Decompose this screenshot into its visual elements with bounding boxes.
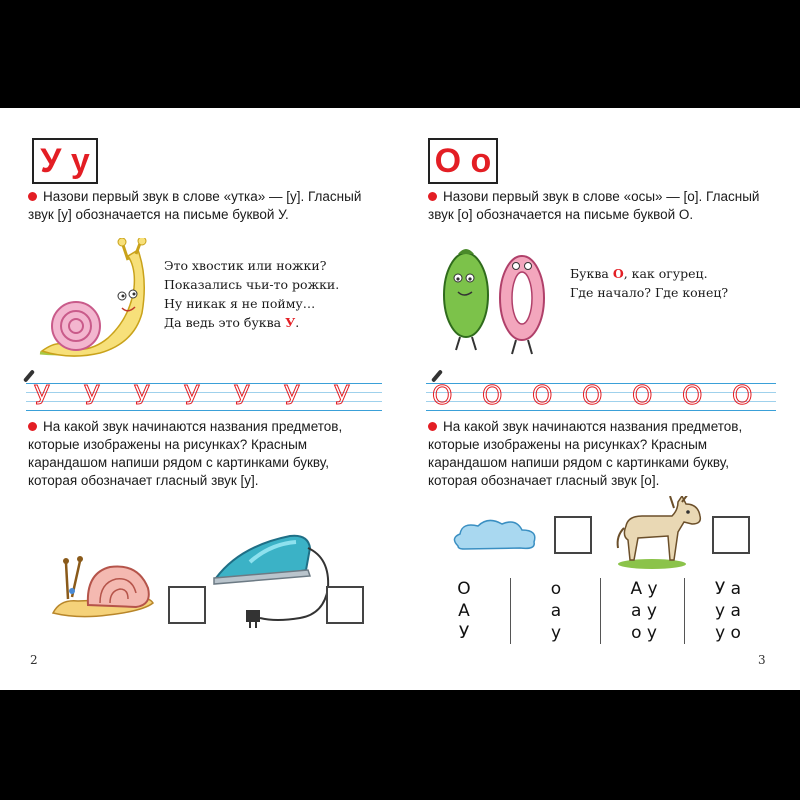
- poem-line: Это хвостик или ножки?: [164, 258, 327, 273]
- answer-box[interactable]: [168, 586, 206, 624]
- column-divider: [510, 578, 511, 644]
- task-text: На какой звук начинаются названия предметов, которые изображены на рисунках? Красным карандашом напиши рядом с картинками букву, которая обозначает гласный звук [о].: [428, 419, 743, 488]
- letter-heading: О о: [428, 138, 498, 184]
- poem: [164, 256, 394, 332]
- trace-letter: О: [482, 381, 503, 411]
- syllable-column: У а у а у о: [714, 579, 742, 643]
- trace-letter: У: [84, 381, 100, 411]
- column-divider: [684, 578, 685, 644]
- poem-line: Ну никак я не пойму…: [164, 296, 316, 311]
- donkey-icon: [612, 496, 707, 571]
- intro-text: Назови первый звук в слове «осы» — [о]. Гласный звук [о] обозначается на письме буквой О.: [428, 189, 760, 222]
- trace-letter: У: [184, 381, 200, 411]
- trace-letter: О: [532, 381, 553, 411]
- syllable-column: А у а у о у: [630, 579, 658, 643]
- bullet-icon: [428, 192, 437, 201]
- iron-icon: [210, 518, 335, 630]
- bullet-icon: [28, 422, 37, 431]
- syllable-column: о а у: [550, 579, 562, 643]
- writing-lines[interactable]: [26, 383, 382, 411]
- cloud-icon: [450, 516, 540, 552]
- poem-line: Где начало? Где конец?: [570, 285, 729, 300]
- snail-icon: [48, 533, 163, 623]
- poem: [570, 264, 795, 302]
- trace-letter: О: [632, 381, 653, 411]
- page-left: [0, 108, 400, 690]
- snail-icon: [30, 238, 160, 363]
- page-right: [400, 108, 800, 690]
- page-number: 2: [30, 653, 38, 667]
- answer-box[interactable]: [712, 516, 750, 554]
- syllable-column: О А У: [457, 579, 471, 643]
- poem-line: Буква О, как огурец.: [570, 266, 708, 281]
- book-spread: [0, 108, 800, 690]
- trace-letter: О: [732, 381, 753, 411]
- trace-letter: У: [34, 381, 50, 411]
- column-divider: [600, 578, 601, 644]
- trace-letter: О: [682, 381, 703, 411]
- answer-box[interactable]: [554, 516, 592, 554]
- writing-lines[interactable]: [426, 383, 776, 411]
- trace-letter: У: [284, 381, 300, 411]
- trace-letter: У: [134, 381, 150, 411]
- trace-letter: О: [582, 381, 603, 411]
- trace-letter: О: [432, 381, 453, 411]
- letter-o-character-icon: [492, 248, 554, 360]
- task-text: На какой звук начинаются названия предметов, которые изображены на рисунках? Красным карандашом напиши рядом с картинками букву, которая обозначает гласный звук [у].: [28, 419, 343, 488]
- trace-letter: У: [234, 381, 250, 411]
- syllable-columns: [457, 578, 790, 648]
- page-number: 3: [758, 653, 766, 667]
- poem-line: Да ведь это буква У.: [164, 315, 300, 330]
- intro-text: Назови первый звук в слове «утка» — [у]. Гласный звук [у] обозначается на письме буквой У.: [28, 189, 362, 222]
- trace-letter: У: [334, 381, 350, 411]
- cucumber-icon: [436, 240, 496, 355]
- letter-heading: У у: [32, 138, 98, 184]
- bullet-icon: [28, 192, 37, 201]
- answer-box[interactable]: [326, 586, 364, 624]
- bullet-icon: [428, 422, 437, 431]
- poem-line: Показались чьи-то рожки.: [164, 277, 340, 292]
